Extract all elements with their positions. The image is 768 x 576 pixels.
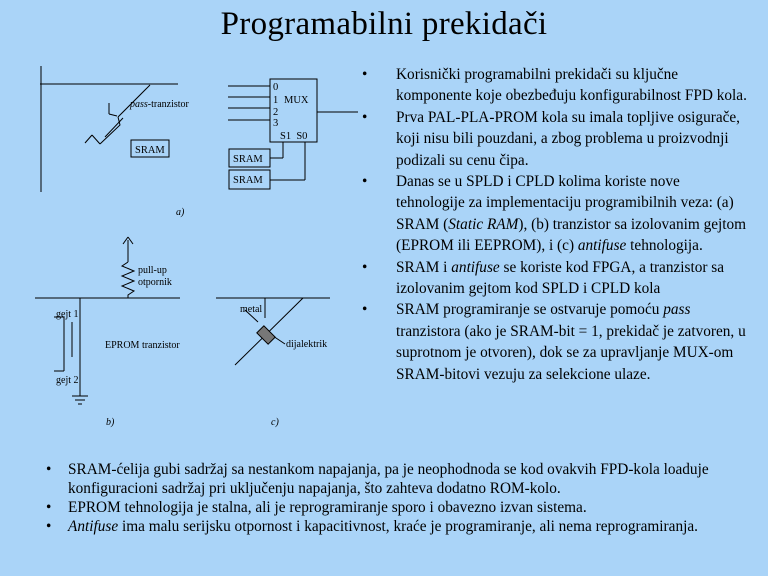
bullet-marker: • <box>46 518 52 535</box>
sram-mux-2-label: SRAM <box>233 175 263 186</box>
italic-term: pass <box>663 301 691 319</box>
sram-left-label: SRAM <box>135 145 165 156</box>
italic-term: Static RAM <box>448 215 519 233</box>
mux-selects: S1 S0 <box>280 131 308 142</box>
pullup-label-2: otpornik <box>138 277 172 288</box>
bottom-bullet-item <box>40 498 760 517</box>
pass-transistor-figure <box>40 66 178 192</box>
bottom-bullet-list <box>40 460 760 536</box>
bullet-marker: • <box>46 461 52 478</box>
dielectric-label: dijalektrik <box>286 339 328 350</box>
bullet-text: SRAM i <box>396 258 452 276</box>
italic-term: antifuse <box>451 258 500 276</box>
bullet-text: ima malu serijsku otpornost i kapacitivnost, kraće je programiranje, ali nema reprogramiranja. <box>118 518 698 535</box>
pass-transistor-label: pass-tranzistor <box>130 99 189 110</box>
bullet-text: Prva PAL-PLA-PROM kola su imala topljive osigurače, koji nisu bili pouzdani, a zbog problema u proizvodnji podizali su cenu čipa. <box>396 108 741 169</box>
bullet-text: Danas se u SPLD i CPLD kolima koriste nove tehnologije za implementaciju programibilnih veza: (a) SRAM ( <box>396 173 734 233</box>
right-bullet-item <box>362 299 752 385</box>
mux-input-1: 1 <box>273 95 279 106</box>
mux-input-2: 2 <box>273 107 279 118</box>
mux-label: MUX <box>284 95 309 106</box>
right-bullet-item <box>362 64 752 107</box>
bullet-text: se koriste kod FPGA, a tranzistor sa izolovanim gejtom kod SPLD i CPLD kola <box>396 258 725 298</box>
bullet-text: EPROM tehnologija je stalna, ali je reprogramiranje sporo i obavezno izvan sistema. <box>68 499 587 516</box>
bullet-marker: • <box>46 499 52 516</box>
gate2-label: gejt 2 <box>56 375 79 386</box>
bullet-marker: • <box>362 258 368 276</box>
bullet-marker: • <box>362 108 368 126</box>
bullet-marker: • <box>362 66 368 83</box>
eprom-label: EPROM tranzistor <box>105 340 180 351</box>
bottom-bullet-item <box>40 517 760 536</box>
bullet-text: ), (b) tranzistor sa izolovanim gejtom (EPROM ili EEPROM), i (c) <box>396 215 747 255</box>
caption-b: b) <box>106 417 115 428</box>
bullet-text: Korisnički programabilni prekidači su ključne komponente koje obezbeđuju konfigurabilnost FPD kola. <box>396 66 747 105</box>
mux-input-0: 0 <box>273 82 279 93</box>
bullet-text: SRAM-ćelija gubi sadržaj sa nestankom napajanja, pa je neophodnoda se kod ovakvih FPD-kola loaduje konfiguracioni sadržaj pri uključenju napajanja, što zahteva dodatno ROM-kolo. <box>68 461 709 497</box>
gate1-label: gejt 1 <box>56 309 79 320</box>
mux-input-3: 3 <box>273 118 279 129</box>
right-bullet-list <box>362 64 752 385</box>
slide-title: Programabilni prekidači <box>220 6 548 42</box>
bullet-text: tehnologija. <box>626 237 703 255</box>
caption-c: c) <box>271 417 279 428</box>
bullet-text: SRAM programiranje se ostvaruje pomoću <box>396 301 664 319</box>
italic-term: antifuse <box>577 237 627 255</box>
metal-label: metal <box>240 304 263 315</box>
right-bullet-item <box>362 107 752 171</box>
right-bullet-item <box>362 171 752 257</box>
caption-a: a) <box>176 207 185 218</box>
pullup-label-1: pull-up <box>138 265 167 276</box>
bullet-marker: • <box>362 173 368 191</box>
bullet-text: tranzistora (ako je SRAM-bit = 1, prekidač je zatvoren, u suprotnom je otvoren), dok se za upravljanje MUX-om SRAM-bitovi vezuju za selekcione ulaze. <box>396 322 746 383</box>
antifuse-figure <box>216 298 330 365</box>
italic-term: Antifuse <box>68 518 119 535</box>
bottom-bullet-item <box>40 460 760 498</box>
sram-mux-1-label: SRAM <box>233 154 263 165</box>
right-bullet-item <box>362 257 752 300</box>
bullet-marker: • <box>362 301 368 319</box>
